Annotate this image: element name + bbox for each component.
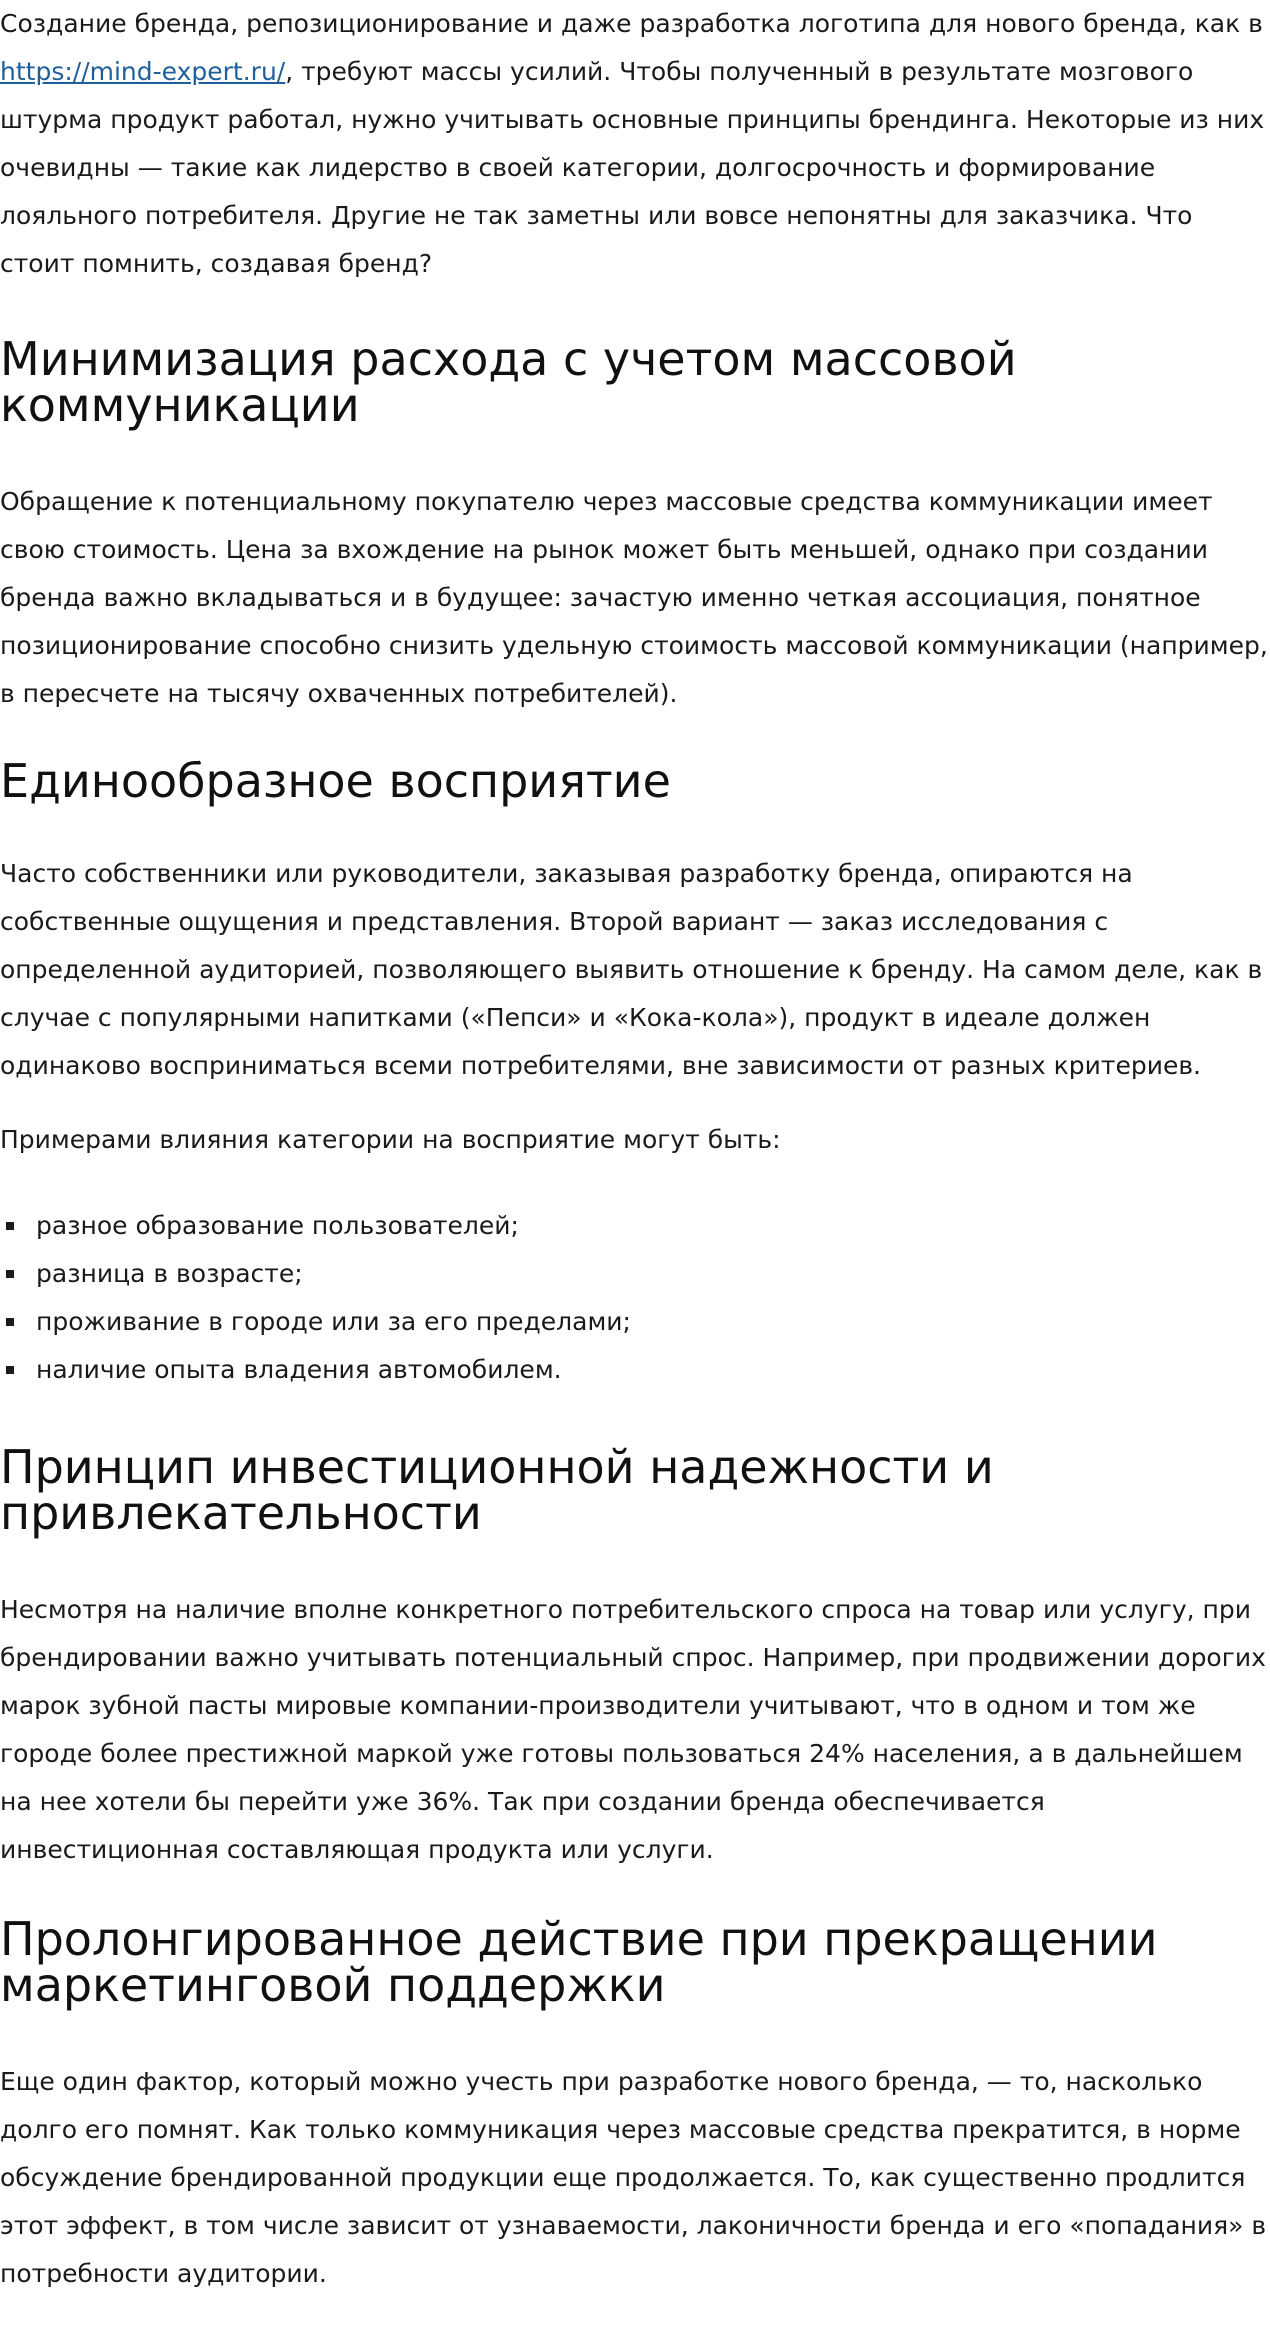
mind-expert-link[interactable]: https://mind-expert.ru/ [0,57,286,86]
section-paragraph: Несмотря на наличие вполне конкретного потребительского спроса на товар или услугу, при брендировании важно учитывать потенциальный спрос. Например, при продвижении дорогих марок зубной пасты мировые компании-производители учитывают, что в одном и том же городе более престижной маркой уже готовы пользоваться 24% населения, а в дальнейшем на нее хотели бы перейти уже 36%. Так при создании бренда обеспечивается инвестиционная составляющая продукта или услуги. [0,1595,1266,1864]
section-paragraph: Примерами влияния категории на восприятие могут быть: [0,1125,781,1154]
square-bullet-icon [6,1222,14,1230]
section-paragraph: Часто собственники или руководители, заказывая разработку бренда, опираются на собственные ощущения и представления. Второй вариант — заказ исследования с определенной аудиторией, позволяющего выявить отношение к бренду. На самом деле, как в случае с популярными напитками («Пепси» и «Кока-кола»), продукт в идеале должен одинаково восприниматься всеми потребителями, вне зависимости от разных критериев. [0,859,1263,1080]
intro-text-after-link: , требуют массы усилий. Чтобы полученный в результате мозгового штурма продукт работал, нужно учитывать основные принципы брендинга. Некоторые из них очевидны — такие как лидерство в своей категории, долгосрочность и формирование лояльного потребителя. Другие не так заметны или вовсе непонятны для заказчика. Что стоит помнить, создавая бренд? [0,57,1265,278]
list-item-text: разница в возрасте; [36,1259,303,1288]
square-bullet-icon [6,1318,14,1326]
square-bullet-icon [6,1366,14,1374]
list-item-text: проживание в городе или за его пределами; [36,1307,631,1336]
section-heading-prolonged-effect: Пролонгированное действие при прекращении маркетинговой поддержки [0,1912,1158,2012]
intro-text-before-link: Создание бренда, репозиционирование и даже разработка логотипа для нового бренда, как в [0,9,1263,38]
list-item-text: наличие опыта владения автомобилем. [36,1355,562,1384]
list-item [0,1298,1270,1346]
section-paragraph: Обращение к потенциальному покупателю через массовые средства коммуникации имеет свою стоимость. Цена за вхождение на рынок может быть меньшей, однако при создании бренда важно вкладываться и в будущее: зачастую именно четкая ассоциация, понятное позиционирование способно снизить удельную стоимость массовой коммуникации (например, в пересчете на тысячу охваченных потребителей). [0,487,1268,708]
list-item [0,1346,1270,1394]
section-heading-uniform-perception: Единообразное восприятие [0,754,671,808]
section-heading-investment-reliability: Принцип инвестиционной надежности и привлекательности [0,1440,994,1540]
list-item [0,1202,1270,1250]
section-paragraph: Еще один фактор, который можно учесть при разработке нового бренда, — то, насколько долго его помнят. Как только коммуникация через массовые средства прекратится, в норме обсуждение брендированной продукции еще продолжается. То, как существенно продлится этот эффект, в том числе зависит от узнаваемости, лаконичности бренда и его «попадания» в потребности аудитории. [0,2067,1267,2288]
perception-categories-list [0,1202,1270,1394]
section-heading-mass-communication: Минимизация расхода с учетом массовой коммуникации [0,332,1017,432]
list-item-text: разное образование пользователей; [36,1211,519,1240]
list-item [0,1250,1270,1298]
intro-paragraph [0,0,1270,288]
square-bullet-icon [6,1270,14,1278]
